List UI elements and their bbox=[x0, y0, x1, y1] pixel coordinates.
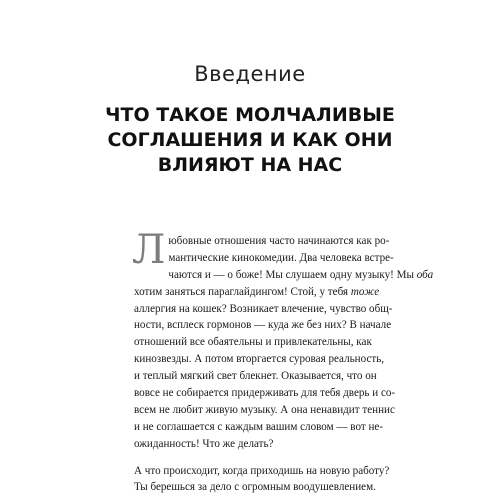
chapter-label: Введение bbox=[194, 62, 306, 86]
chapter-title bbox=[60, 103, 440, 178]
emphasis-text: тоже bbox=[350, 285, 380, 298]
text-line: и теплый мягкий свет блекнет. Оказывается, что он bbox=[134, 370, 377, 383]
text-line: всем не любит живую музыку. А она ненавидит теннис bbox=[134, 403, 395, 416]
text-line: ожиданность! Что же делать? bbox=[134, 437, 274, 450]
paragraph-2 bbox=[134, 463, 390, 497]
text-line: юбовные отношения часто начинаются как ро- bbox=[168, 235, 390, 247]
chapter-title-line-3: ВЛИЯЮТ НА НАС bbox=[157, 154, 343, 176]
emphasis-text: оба bbox=[416, 268, 434, 281]
body-text bbox=[132, 227, 434, 496]
chapter-title-line-1: ЧТО ТАКОЕ МОЛЧАЛИВЫЕ bbox=[105, 104, 395, 126]
text-line: ности, всплеск гормонов — куда же без них? В начале bbox=[134, 319, 392, 332]
text-line: кинозвезды. А потом вторгается суровая реальность, bbox=[134, 353, 385, 366]
chapter-title-line-2: СОГЛАШЕНИЯ И КАК ОНИ bbox=[107, 129, 393, 151]
text-span: чаются и — о боже! Мы слушаем одну музыку! Мы bbox=[168, 268, 417, 281]
text-line: Ты берешься за дело с огромным воодушевлением. bbox=[134, 481, 376, 494]
text-line: аллергия на кошек? Возникает влечение, чувство общ- bbox=[134, 302, 393, 315]
drop-cap: Л bbox=[132, 227, 166, 273]
text-line: мантические кинокомедии. Два человека встре- bbox=[168, 251, 394, 264]
text-line bbox=[134, 284, 380, 301]
paragraph-1 bbox=[132, 227, 434, 453]
text-span: хотим заняться параглайдингом! Стой, у тебя bbox=[134, 285, 351, 298]
text-line bbox=[134, 267, 434, 284]
text-line: вовсе не собирается придерживать для тебя дверь и со- bbox=[134, 387, 396, 400]
text-line: отношений все обаятельны и привлекательны, как bbox=[134, 336, 372, 349]
text-line: А что происходит, когда приходишь на новую работу? bbox=[134, 464, 390, 477]
text-line: и не соглашается с каждым вашим словом — вот не- bbox=[134, 420, 384, 433]
